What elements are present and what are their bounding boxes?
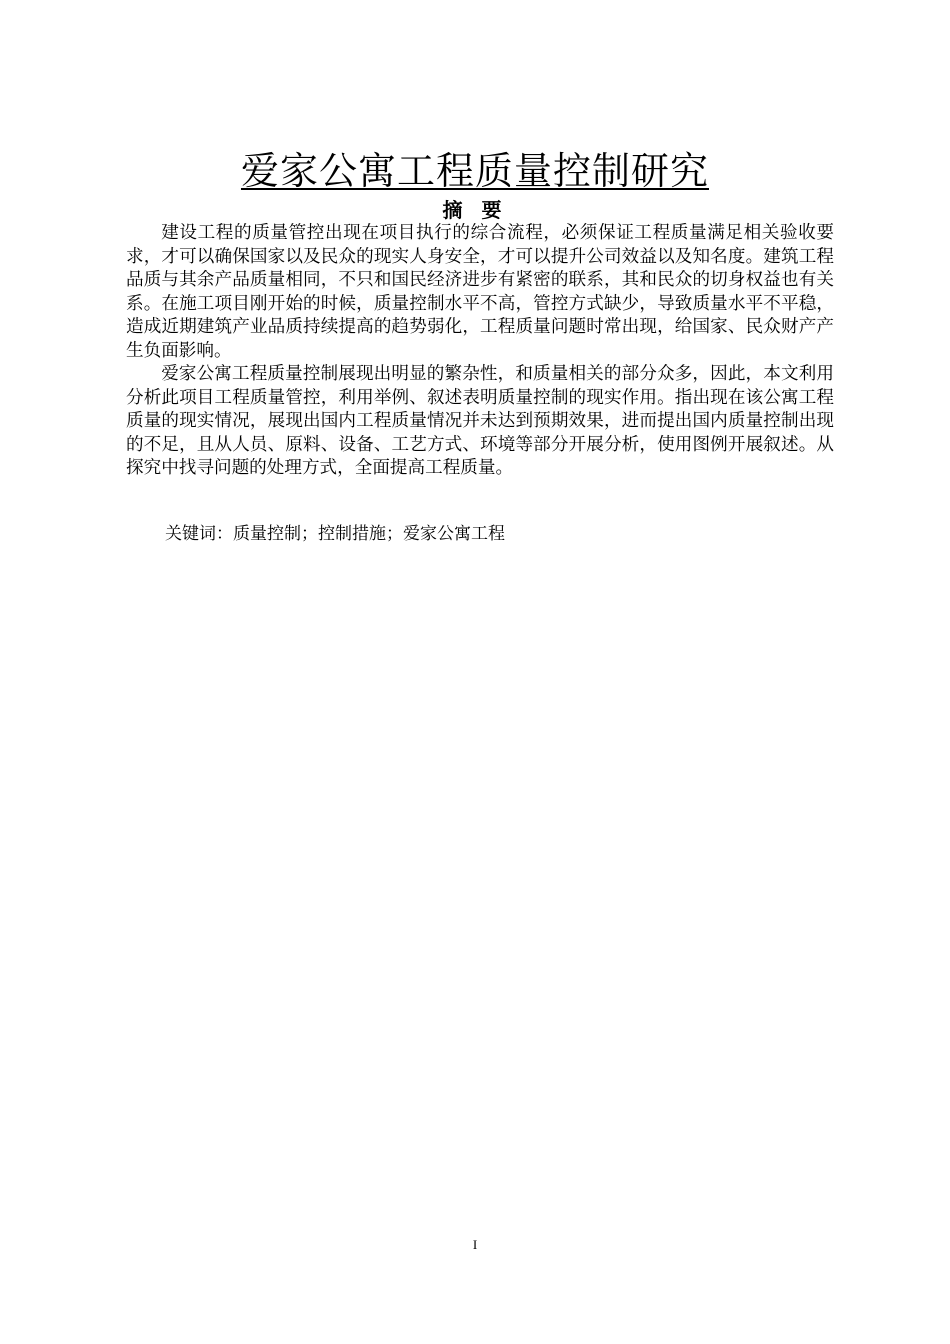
abstract-paragraph: 建设工程的质量管控出现在项目执行的综合流程，必须保证工程质量满足相关验收要求，才可以确保国家以及民众的现实人身安全，才可以提升公司效益以及知名度。建筑工程品质与其余产品质量相同，不只和国民经济进步有紧密的联系，其和民众的切身权益也有关系。在施工项目刚开始的时候，质量控制水平不高，管控方式缺少，导致质量水平不平稳，造成近期建筑产业品质持续提高的趋势弱化，工程质量问题时常出现，给国家、民众财产产生负面影响。	[126, 223, 834, 361]
document-title: 爱家公寓工程质量控制研究	[240, 149, 709, 193]
abstract-body	[126, 222, 834, 481]
keywords-line: 关键词：质量控制；控制措施；爱家公寓工程	[165, 524, 505, 544]
page-number: I	[472, 1237, 478, 1252]
abstract-heading: 摘 要	[442, 198, 508, 222]
abstract-paragraph: 爱家公寓工程质量控制展现出明显的繁杂性，和质量相关的部分众多，因此，本文利用分析此项目工程质量管控，利用举例、叙述表明质量控制的现实作用。指出现在该公寓工程质量的现实情况，展现出国内工程质量情况并未达到预期效果，进而提出国内质量控制出现的不足，且从人员、原料、设备、工艺方式、环境等部分开展分析，使用图例开展叙述。从探究中找寻问题的处理方式，全面提高工程质量。	[126, 364, 834, 478]
